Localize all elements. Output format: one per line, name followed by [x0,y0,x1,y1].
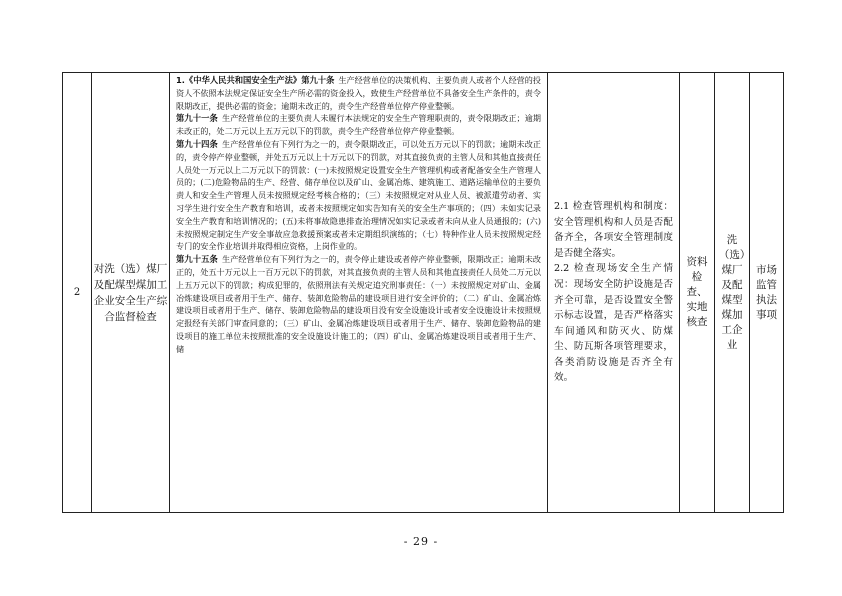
basis-article-title: 1.《中华人民共和国安全生产法》第九十条 [176,75,335,85]
basis-paragraph [176,112,541,138]
basis-paragraph [176,74,541,112]
inspection-object: 洗（选）煤厂及配煤型煤加工企业 [715,73,750,513]
page-number: - 29 - [403,535,439,548]
content-item: 2.2 检查现场安全生产情况：现场安全防护设施是否齐全可靠，是否设置安全警示标志设置，是否严格落实车间通风和防灭火、防煤尘、防瓦斯各项管理要求，各类消防设施是否齐全有效。 [554,263,673,384]
basis-article-text: 生产经营单位有下列行为之一的，责令限期改正，可以处五万元以下的罚款；逾期未改正的，责令停产停业整顿，并处五万元以上十万元以下的罚款，对其直接负责的主管人员和其他直接责任人员处一万元以上二万元以下的罚款：(一)未按照规定设置安全生产管理机构或者配备安全生产管理人员的；(二)危险物品的生产、经营、储存单位以及矿山、金属冶炼、建筑施工、道路运输单位的主要负责人和安全生产管理人员未按照规定经考核合格的；（三）未按照规定对从业人员、被派遣劳动者、实习学生进行安全生产教育和培训，或者未按照规定如实告知有关的安全生产事项的；（四）未如实记录安全生产教育和培训情况的；(五)未将事故隐患排查治理情况如实记录或者未向从业人员通报的；(六)未按照规定制定生产安全事故应急救援预案或者未定期组织演练的；（七）特种作业人员未按照规定经专门的安全作业培训并取得相应资格，上岗作业的。 [176,138,541,252]
table-row [63,73,784,513]
inspection-item: 对洗（选）煤厂及配煤型煤加工企业安全生产综合监督检查 [92,73,170,513]
row-number: 2 [63,73,92,513]
inspection-table [62,72,784,513]
basis-article-title: 第九十一条 [176,113,218,124]
inspection-method: 资料检查、实地核查 [680,73,715,513]
legal-basis [170,73,548,513]
content-item: 2.1 检查管理机构和制度：安全管理机构和人员是否配备齐全，各项安全管理制度是否健全落实。 [554,200,673,259]
basis-article-title: 第九十四条 [176,138,218,149]
basis-article-text: 生产经营单位有下列行为之一的，责令停止建设或者停产停业整顿，限期改正；逾期未改正的，处五十万元以上一百万元以下的罚款，对其直接负责的主管人员和其他直接责任人员处二万元以上五万元以下的罚款；构成犯罪的，依照刑法有关规定追究刑事责任：（一）未按照规定对矿山、金属冶炼建设项目或者用于生产、储存、装卸危险物品的建设项目进行安全评价的；（二）矿山、金属冶炼建设项目或者用于生产、储存、装卸危险物品的建设项目没有安全设施设计或者安全设施设计未按照规定报经有关部门审查同意的；（三）矿山、金属冶炼建设项目或者用于生产、储存、装卸危险物品的建设项目的施工单位未按照批准的安全设施设计施工的；（四）矿山、金属冶炼建设项目或者用于生产、储 [176,254,541,354]
basis-paragraph [176,253,541,355]
basis-article-text: 生产经营单位的决策机构、主要负责人或者个人经营的投资人不依照本法规定保证安全生产所必需的资金投入，致使生产经营单位不具备安全生产条件的，责令限期改正，提供必需的资金；逾期未改正的，责令生产经营单位停产停业整顿。 [176,75,541,111]
basis-paragraph [176,138,541,253]
basis-article-text: 生产经营单位的主要负责人未履行本法规定的安全生产管理职责的，责令限期改正；逾期未改正的，处二万元以上五万元以下的罚款，责令生产经营单位停产停业整顿。 [176,113,541,137]
basis-article-title: 第九十五条 [176,254,218,265]
responsible-department: 市场监管执法事项 [750,73,784,513]
inspection-content [548,73,680,513]
